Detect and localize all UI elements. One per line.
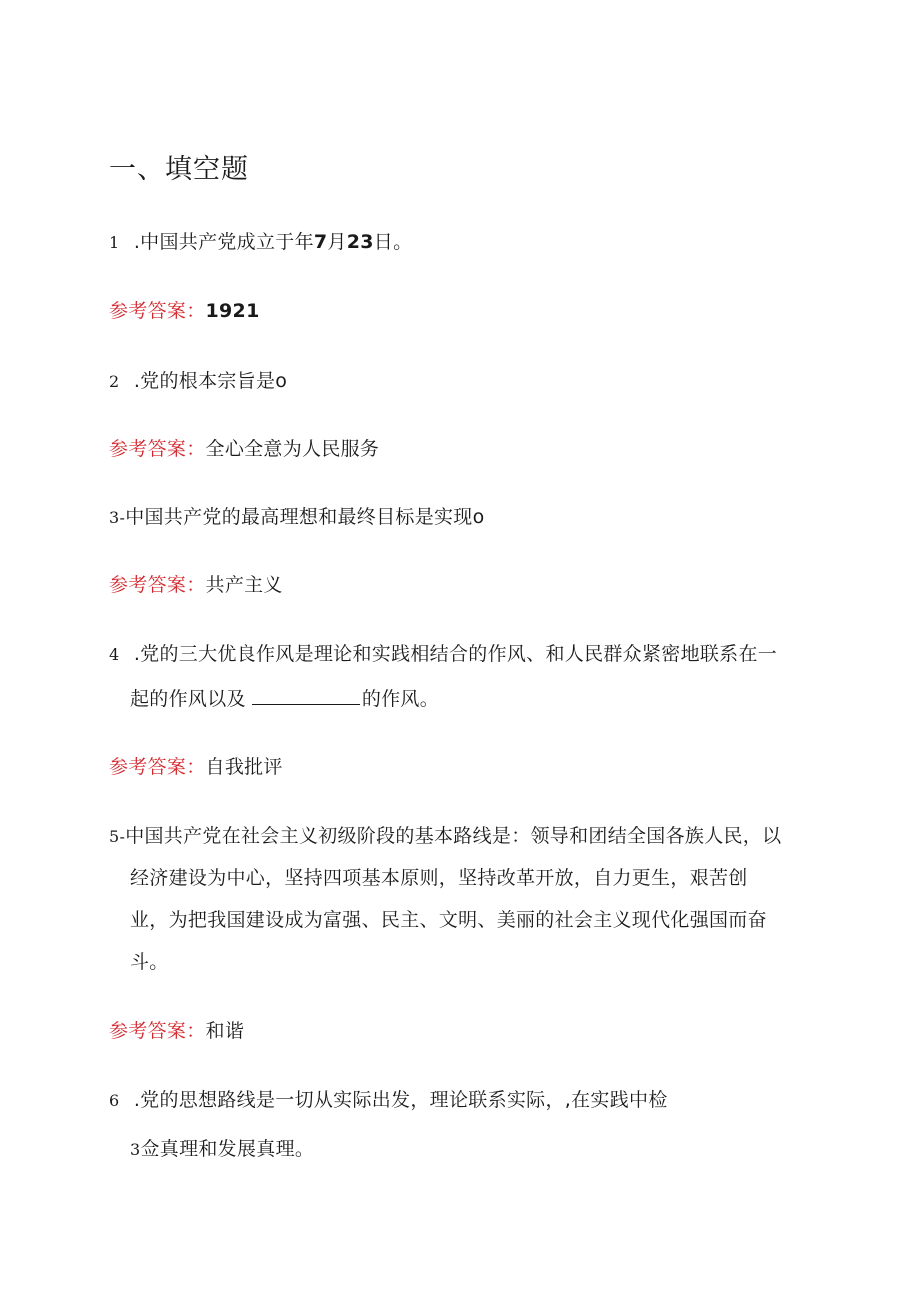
question-text: 佥真理和发展真理。 <box>140 1138 315 1160</box>
answer-text: 共产主义 <box>205 574 283 596</box>
answer-label: 参考答案： <box>109 756 206 778</box>
answer-label: 参考答案： <box>109 300 206 322</box>
answer-blank <box>252 686 360 705</box>
answer-1 <box>109 297 260 325</box>
answer-label: 参考答案： <box>109 1020 206 1042</box>
question-number: 4 <box>109 645 120 664</box>
question-text: 的作风。 <box>361 688 440 710</box>
question-text-month: 月 <box>327 231 347 253</box>
answer-text: 全心全意为人民服务 <box>205 438 380 460</box>
question-2 <box>109 367 287 396</box>
question-text-glyph: 3 <box>130 1140 141 1159</box>
question-text: 中国共产党在社会主义初级阶段的基本路线是：领导和团结全国各族人民，以 <box>125 825 782 847</box>
question-text-day-number: 23 <box>346 231 374 253</box>
question-text: 中国共产党成立于年 <box>140 231 314 253</box>
question-number: 1 <box>109 233 120 252</box>
question-4 <box>109 640 777 669</box>
answer-text: 和谐 <box>205 1020 245 1042</box>
question-text: 党的根本宗旨是o <box>140 370 288 392</box>
answer-label: 参考答案： <box>109 574 206 596</box>
question-5-line-3 <box>130 906 767 934</box>
question-4-continued <box>130 685 439 713</box>
answer-2 <box>109 435 379 463</box>
question-text: 经济建设为中心，坚持四项基本原则，坚持改革开放，自力更生，艰苦创 <box>130 867 748 889</box>
question-text: 党的三大优良作风是理论和实践相结合的作风、和人民群众紧密地联系在一 <box>140 643 778 665</box>
question-text: 业，为把我国建设成为富强、民主、文明、美丽的社会主义现代化强国而奋 <box>130 909 767 931</box>
question-separator: . <box>127 643 141 665</box>
answer-label: 参考答案： <box>109 438 206 460</box>
answer-4 <box>109 753 283 781</box>
question-number: 2 <box>109 372 120 391</box>
question-text: 党的思想路线是一切从实际出发，理论联系实际，,在实践中检 <box>140 1089 668 1111</box>
question-5-line-4 <box>130 948 169 976</box>
question-text: 起的作风以及 <box>130 688 246 710</box>
question-number: 5- <box>109 827 126 846</box>
question-text-day: 日。 <box>373 231 413 253</box>
question-number: 3- <box>109 508 126 527</box>
question-1 <box>109 228 412 257</box>
question-text: 斗。 <box>130 951 169 973</box>
question-5 <box>109 822 781 851</box>
question-6 <box>109 1086 668 1115</box>
question-6-continued <box>130 1135 314 1164</box>
question-text-month-number: 7 <box>313 231 328 253</box>
answer-5 <box>109 1017 244 1045</box>
question-separator: . <box>127 231 141 253</box>
section-title: 一、填空题 <box>109 154 249 185</box>
question-number: 6 <box>109 1091 120 1110</box>
answer-text: 自我批评 <box>205 756 283 778</box>
question-separator: . <box>127 1089 141 1111</box>
question-text: 中国共产党的最高理想和最终目标是实现o <box>125 506 485 528</box>
question-3 <box>109 503 485 532</box>
answer-text: 1921 <box>205 300 260 322</box>
answer-3 <box>109 571 283 599</box>
question-5-line-2 <box>130 864 748 892</box>
question-separator: . <box>127 370 141 392</box>
